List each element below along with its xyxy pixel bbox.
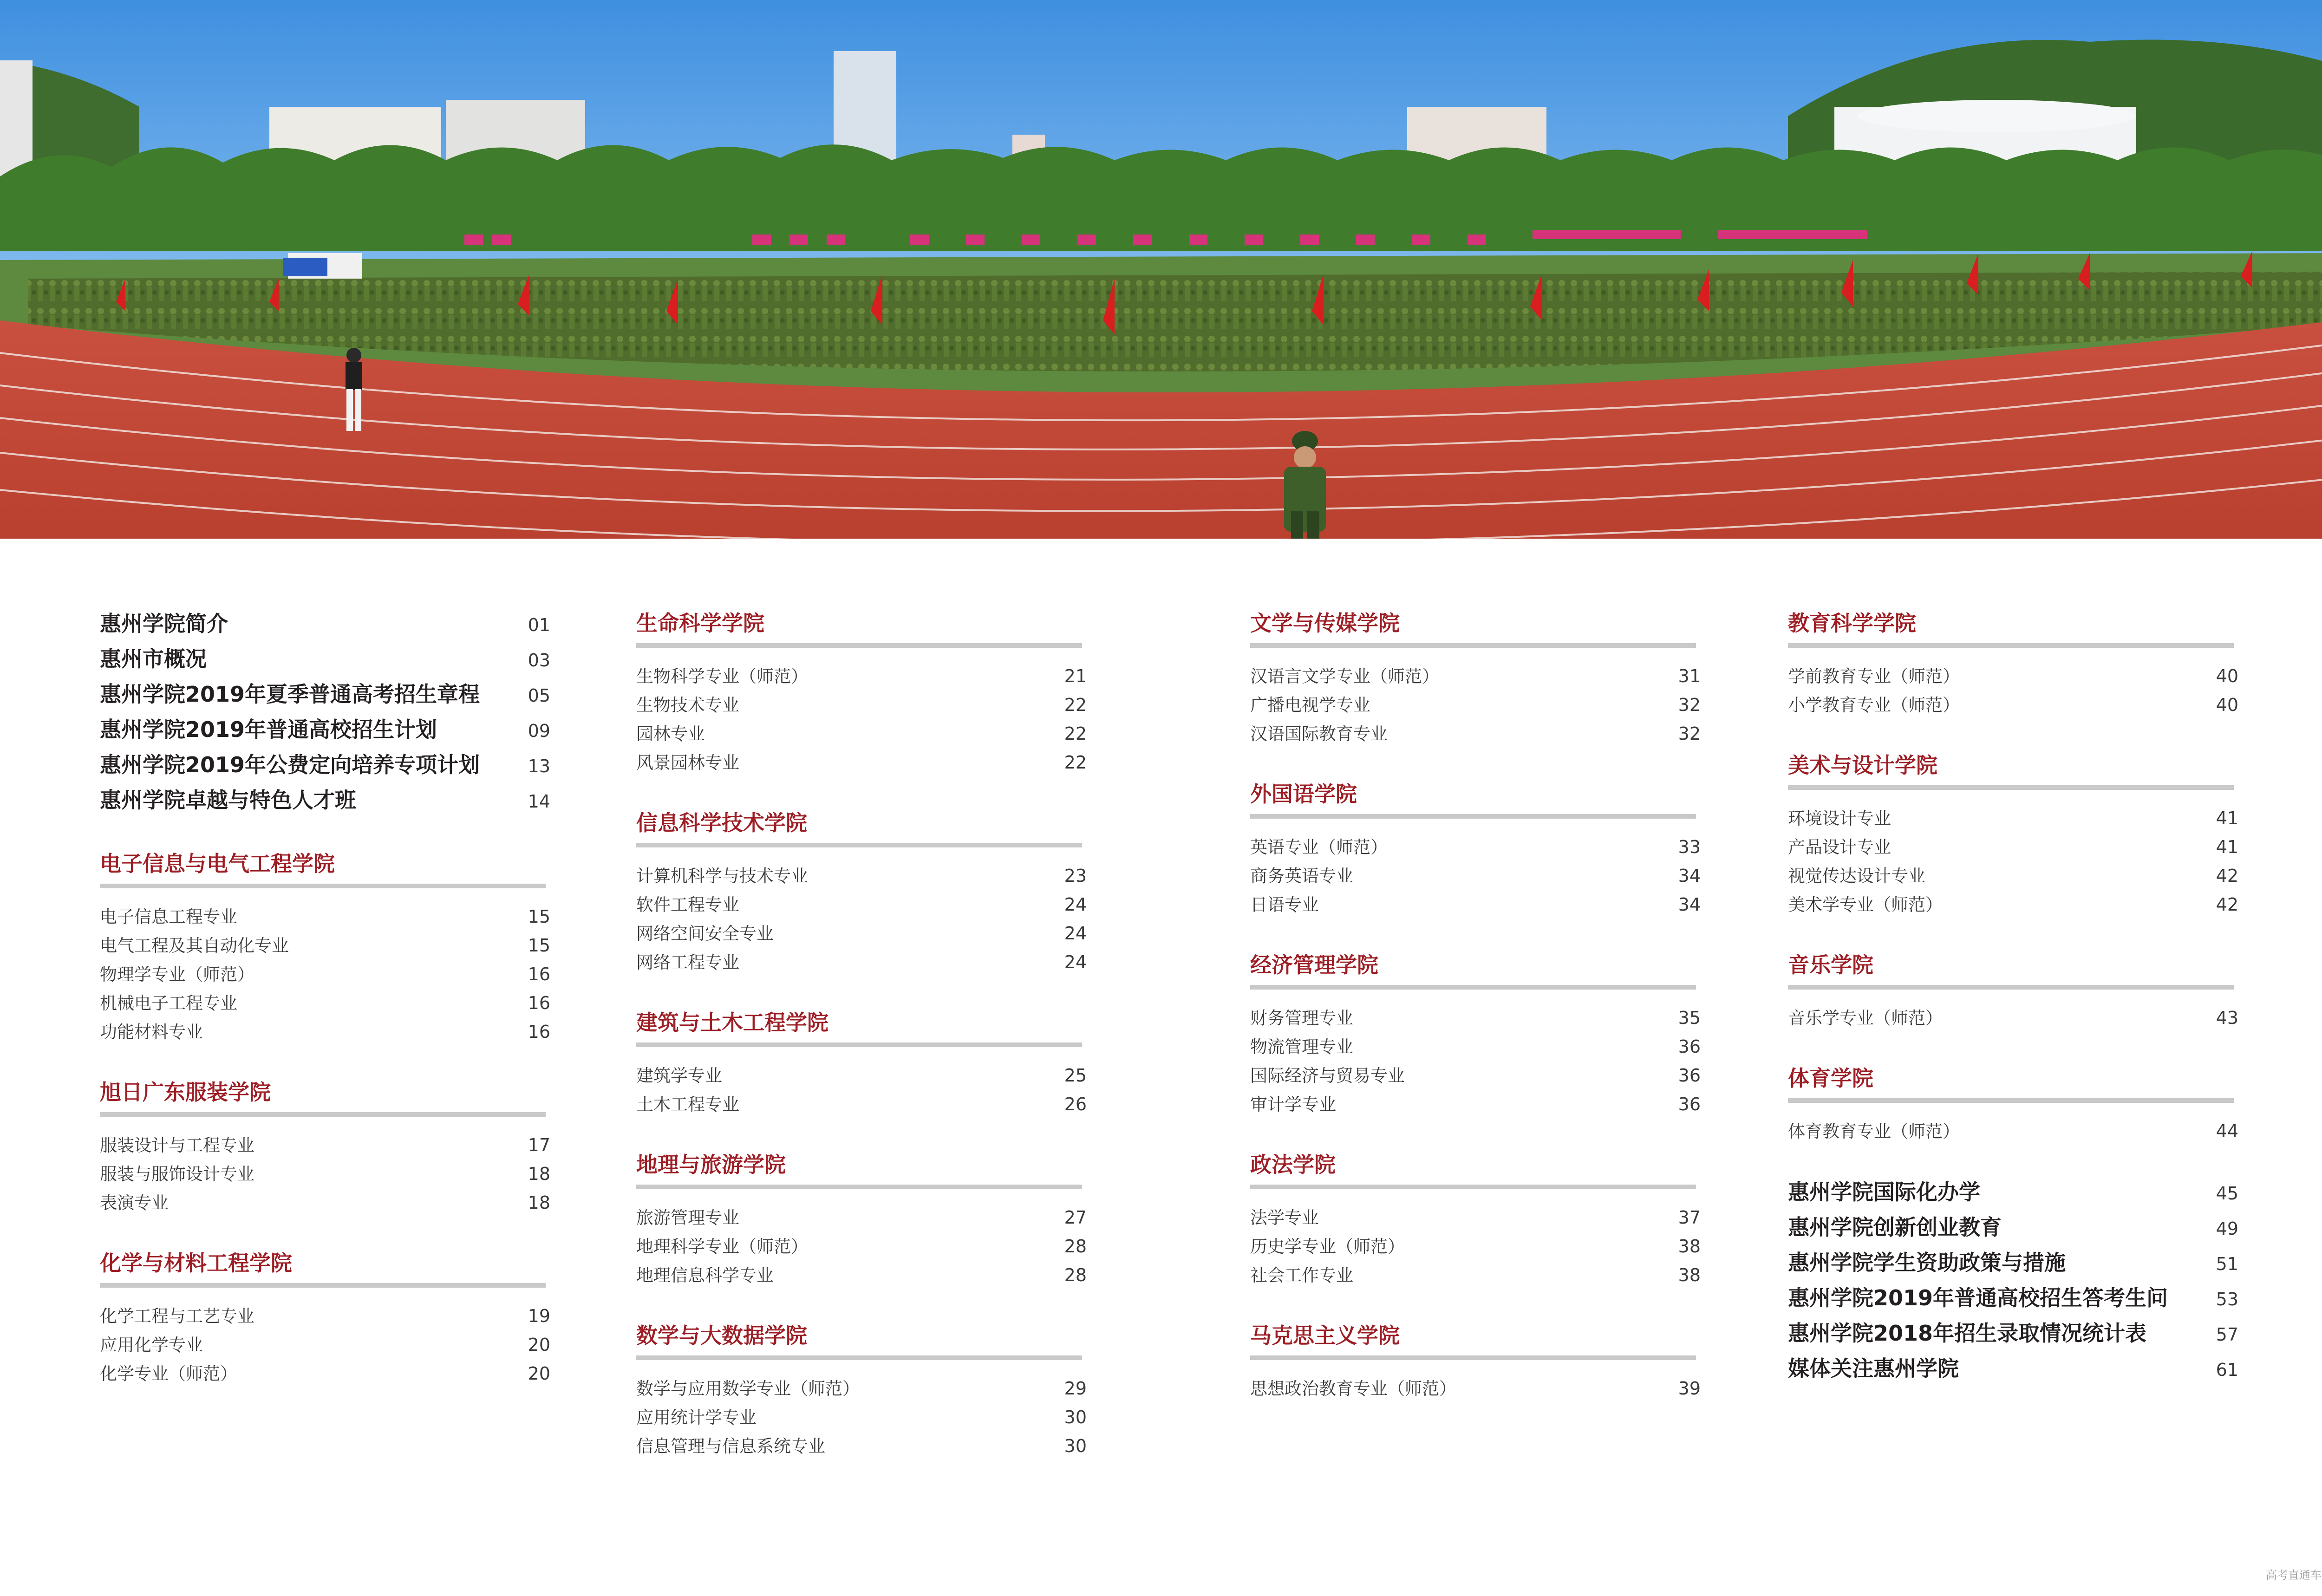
page-number: 15	[528, 906, 550, 927]
toc-entry[interactable]: 媒体关注惠州学院 61	[1788, 1351, 2238, 1386]
toc-entry[interactable]: 惠州学院2019年普通高校招生答考生问 53	[1788, 1280, 2238, 1316]
toc-item[interactable]: 机械电子工程专业 16	[100, 989, 550, 1017]
toc-item[interactable]: 汉语国际教育专业 32	[1250, 719, 1701, 748]
section-divider	[1788, 785, 2234, 790]
toc-item[interactable]: 财务管理专业 35	[1250, 1003, 1701, 1032]
section-divider	[636, 1355, 1082, 1360]
page-number: 34	[1678, 866, 1701, 886]
page-number: 21	[1064, 666, 1087, 686]
section-divider	[100, 1283, 546, 1288]
toc-section	[1788, 948, 2238, 1032]
page-number: 39	[1678, 1378, 1701, 1399]
toc-item[interactable]: 历史学专业（师范） 38	[1250, 1232, 1701, 1261]
page-number: 28	[1064, 1236, 1087, 1257]
toc-entry[interactable]: 惠州学院简介 01	[100, 606, 550, 641]
toc-entry[interactable]: 惠州学院2019年夏季普通高考招生章程 05	[100, 677, 550, 712]
section-divider	[1250, 985, 1696, 990]
toc-item[interactable]: 化学专业（师范） 20	[100, 1359, 550, 1388]
page-number: 42	[2216, 894, 2238, 915]
toc-item[interactable]: 地理科学专业（师范） 28	[636, 1232, 1087, 1261]
toc-item[interactable]: 应用化学专业 20	[100, 1330, 550, 1359]
page-number: 01	[528, 615, 550, 635]
toc-item[interactable]: 思想政治教育专业（师范） 39	[1250, 1374, 1701, 1403]
toc-column-2	[636, 606, 1087, 1460]
toc-item[interactable]: 土木工程专业 26	[636, 1090, 1087, 1119]
page-number: 26	[1064, 1094, 1087, 1114]
page-number: 41	[2216, 837, 2238, 857]
page-number: 61	[2216, 1360, 2238, 1380]
toc-item[interactable]: 旅游管理专业 27	[636, 1203, 1087, 1232]
toc-item[interactable]: 网络空间安全专业 24	[636, 919, 1087, 948]
section-title: 体育学院	[1788, 1066, 1873, 1091]
toc-item[interactable]: 电气工程及其自动化专业 15	[100, 931, 550, 960]
toc-item[interactable]: 产品设计专业 41	[1788, 833, 2238, 861]
page-number: 17	[528, 1135, 550, 1155]
page-number: 16	[528, 1022, 550, 1042]
toc-item[interactable]: 计算机科学与技术专业 23	[636, 861, 1087, 890]
toc-entry[interactable]: 惠州学院国际化办学 45	[1788, 1174, 2238, 1210]
page-number: 57	[2216, 1324, 2238, 1345]
toc-item[interactable]: 电子信息工程专业 15	[100, 902, 550, 931]
toc-extra-entries	[1788, 1174, 2238, 1386]
toc-section	[1788, 606, 2238, 719]
toc-column-1	[100, 606, 550, 1388]
toc-item[interactable]: 美术学专业（师范） 42	[1788, 890, 2238, 919]
page-number: 03	[528, 650, 550, 671]
section-title: 生命科学学院	[636, 611, 764, 636]
section-title: 信息科学技术学院	[636, 810, 807, 835]
toc-item[interactable]: 表演专业 18	[100, 1188, 550, 1217]
toc-item[interactable]: 体育教育专业（师范） 44	[1788, 1117, 2238, 1146]
page-number: 09	[528, 721, 550, 741]
page-number: 38	[1678, 1265, 1701, 1285]
page-number: 28	[1064, 1265, 1087, 1285]
page-number: 23	[1064, 866, 1087, 886]
page-number: 22	[1064, 695, 1087, 715]
toc-section	[1250, 777, 1701, 919]
section-title: 外国语学院	[1250, 782, 1357, 807]
toc-section	[100, 1246, 550, 1388]
toc-section	[636, 1005, 1087, 1119]
toc-section	[1788, 748, 2238, 919]
page-number: 05	[528, 685, 550, 706]
page-number: 51	[2216, 1254, 2238, 1274]
section-divider	[1788, 643, 2234, 648]
toc-section	[636, 1318, 1087, 1460]
page-number: 37	[1678, 1207, 1701, 1228]
page-number: 18	[528, 1192, 550, 1213]
toc-section	[1250, 606, 1701, 748]
toc-item[interactable]: 物理学专业（师范） 16	[100, 960, 550, 989]
page-number: 36	[1678, 1094, 1701, 1114]
section-divider	[1788, 1098, 2234, 1103]
page-number: 40	[2216, 666, 2238, 686]
section-title: 电子信息与电气工程学院	[100, 851, 335, 876]
section-divider	[1788, 985, 2234, 990]
section-divider	[1250, 643, 1696, 648]
section-divider	[1250, 1355, 1696, 1360]
toc-item[interactable]: 风景园林专业 22	[636, 748, 1087, 777]
page-number: 36	[1678, 1036, 1701, 1057]
page-number: 42	[2216, 866, 2238, 886]
page-number: 30	[1064, 1436, 1087, 1456]
toc-item[interactable]: 软件工程专业 24	[636, 890, 1087, 919]
section-divider	[100, 1112, 546, 1117]
page-number: 13	[528, 756, 550, 776]
section-title: 地理与旅游学院	[636, 1152, 786, 1177]
page-number: 31	[1678, 666, 1701, 686]
section-divider	[636, 1185, 1082, 1189]
toc-item[interactable]: 日语专业 34	[1250, 890, 1701, 919]
page-number: 35	[1678, 1008, 1701, 1028]
page-number: 16	[528, 993, 550, 1013]
page-number: 43	[2216, 1008, 2238, 1028]
page-number: 38	[1678, 1236, 1701, 1257]
section-title: 文学与传媒学院	[1250, 611, 1400, 636]
page-number: 36	[1678, 1065, 1701, 1086]
toc-item[interactable]: 网络工程专业 24	[636, 948, 1087, 977]
section-divider	[636, 643, 1082, 648]
toc-section	[100, 847, 550, 1046]
section-title: 美术与设计学院	[1788, 753, 1937, 778]
toc-section	[1250, 1318, 1701, 1403]
section-divider	[100, 884, 546, 888]
section-title: 经济管理学院	[1250, 952, 1378, 977]
page-number: 44	[2216, 1121, 2238, 1141]
toc-item[interactable]: 数学与应用数学专业（师范） 29	[636, 1374, 1087, 1403]
toc-item[interactable]: 广播电视学专业 32	[1250, 691, 1701, 719]
toc-section	[1250, 948, 1701, 1119]
toc-item[interactable]: 国际经济与贸易专业 36	[1250, 1061, 1701, 1090]
toc-item[interactable]: 英语专业（师范） 33	[1250, 833, 1701, 861]
page-number: 27	[1064, 1207, 1087, 1228]
toc-entry[interactable]: 惠州学院2019年公费定向培养专项计划 13	[100, 747, 550, 782]
section-title: 数学与大数据学院	[636, 1323, 807, 1348]
toc-item[interactable]: 服装设计与工程专业 17	[100, 1131, 550, 1160]
watermark: 高考直通车	[2266, 1569, 2322, 1582]
toc-section	[1788, 1061, 2238, 1146]
page-number: 29	[1064, 1378, 1087, 1399]
section-title: 教育科学学院	[1788, 611, 1916, 636]
page-number: 24	[1064, 952, 1087, 972]
toc-column-3	[1250, 606, 1701, 1403]
page-number: 33	[1678, 837, 1701, 857]
page-number: 18	[528, 1164, 550, 1184]
toc-entry[interactable]: 惠州学院创新创业教育 49	[1788, 1210, 2238, 1245]
section-title: 化学与材料工程学院	[100, 1251, 292, 1276]
page-number: 41	[2216, 808, 2238, 828]
toc-entry[interactable]: 惠州市概况 03	[100, 641, 550, 677]
toc-item[interactable]: 地理信息科学专业 28	[636, 1261, 1087, 1290]
toc-section	[636, 1147, 1087, 1290]
page-number: 45	[2216, 1183, 2238, 1204]
section-title: 政法学院	[1250, 1152, 1336, 1177]
page-number: 24	[1064, 894, 1087, 915]
section-divider	[636, 1042, 1082, 1047]
toc-item[interactable]: 社会工作专业 38	[1250, 1261, 1701, 1290]
toc-section	[636, 806, 1087, 977]
toc-column-4	[1788, 606, 2238, 1386]
page-number: 22	[1064, 723, 1087, 744]
toc-item[interactable]: 法学专业 37	[1250, 1203, 1701, 1232]
page-number: 20	[528, 1363, 550, 1384]
page-number: 25	[1064, 1065, 1087, 1086]
page-number: 34	[1678, 894, 1701, 915]
page-number: 19	[528, 1306, 550, 1326]
toc-item[interactable]: 生物技术专业 22	[636, 691, 1087, 719]
page-number: 15	[528, 935, 550, 956]
page-number: 30	[1064, 1407, 1087, 1427]
toc-entry[interactable]: 惠州学院2018年招生录取情况统计表 57	[1788, 1316, 2238, 1351]
toc-section	[100, 1075, 550, 1217]
toc-section	[636, 606, 1087, 777]
page-number: 24	[1064, 923, 1087, 944]
section-title: 旭日广东服装学院	[100, 1080, 271, 1105]
page-number: 32	[1678, 695, 1701, 715]
toc-item[interactable]: 物流管理专业 36	[1250, 1032, 1701, 1061]
toc-entry[interactable]: 惠州学院学生资助政策与措施 51	[1788, 1245, 2238, 1280]
toc-section	[1250, 1147, 1701, 1290]
toc-item[interactable]: 生物科学专业（师范） 21	[636, 662, 1087, 691]
page-number: 16	[528, 964, 550, 984]
section-title: 音乐学院	[1788, 952, 1873, 977]
section-title: 建筑与土木工程学院	[636, 1010, 828, 1035]
page-number: 40	[2216, 695, 2238, 715]
toc-item[interactable]: 学前教育专业（师范） 40	[1788, 662, 2238, 691]
page-number: 53	[2216, 1289, 2238, 1309]
section-title: 马克思主义学院	[1250, 1323, 1400, 1348]
toc-item[interactable]: 建筑学专业 25	[636, 1061, 1087, 1090]
toc-item[interactable]: 功能材料专业 16	[100, 1017, 550, 1046]
toc-main-entries	[100, 606, 550, 818]
page-number: 20	[528, 1335, 550, 1355]
toc-item[interactable]: 环境设计专业 41	[1788, 804, 2238, 833]
section-divider	[1250, 814, 1696, 819]
toc-item[interactable]: 化学工程与工艺专业 19	[100, 1302, 550, 1330]
toc-item[interactable]: 小学教育专业（师范） 40	[1788, 691, 2238, 719]
toc-entry[interactable]: 惠州学院2019年普通高校招生计划 09	[100, 712, 550, 747]
page-number: 32	[1678, 723, 1701, 744]
section-divider	[636, 843, 1082, 847]
toc-item[interactable]: 音乐学专业（师范） 43	[1788, 1003, 2238, 1032]
toc-item[interactable]: 视觉传达设计专业 42	[1788, 861, 2238, 890]
campus-panorama-photo	[0, 0, 2322, 539]
page-number: 14	[528, 791, 550, 812]
toc-item[interactable]: 信息管理与信息系统专业 30	[636, 1432, 1087, 1460]
toc-item[interactable]: 服装与服饰设计专业 18	[100, 1160, 550, 1188]
page-number: 22	[1064, 752, 1087, 773]
toc-item[interactable]: 园林专业 22	[636, 719, 1087, 748]
toc-item[interactable]: 应用统计学专业 30	[636, 1403, 1087, 1432]
toc-item[interactable]: 汉语言文学专业（师范） 31	[1250, 662, 1701, 691]
toc-entry[interactable]: 惠州学院卓越与特色人才班 14	[100, 782, 550, 818]
section-divider	[1250, 1185, 1696, 1189]
toc-item[interactable]: 商务英语专业 34	[1250, 861, 1701, 890]
page-number: 49	[2216, 1218, 2238, 1239]
toc-item[interactable]: 审计学专业 36	[1250, 1090, 1701, 1119]
